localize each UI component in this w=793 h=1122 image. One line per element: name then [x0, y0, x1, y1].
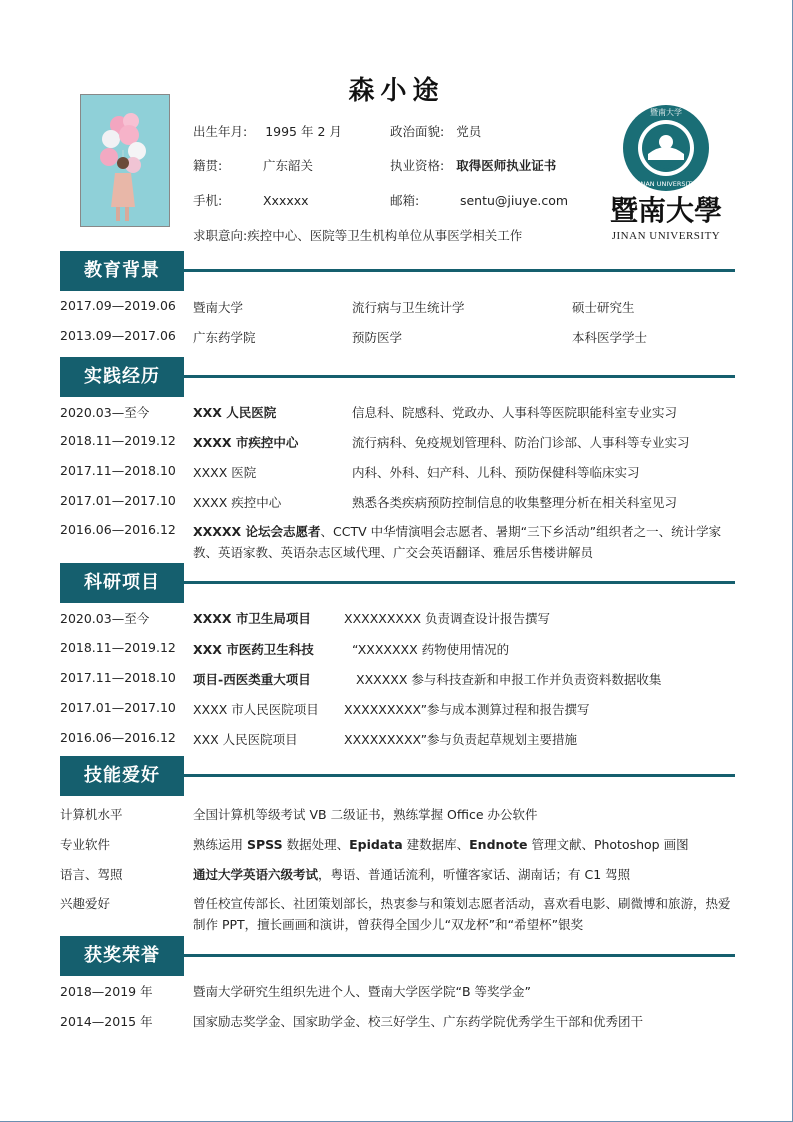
seal-top-text: 暨南大学	[650, 108, 682, 117]
education-degree: 本科医学学士	[572, 330, 648, 345]
education-major: 流行病与卫生统计学	[352, 300, 465, 315]
practice-row	[0, 522, 793, 566]
practice-date: 2018.11—2019.12	[60, 433, 176, 448]
research-date: 2018.11—2019.12	[60, 640, 176, 655]
section-title-awards: 获奖荣誉	[60, 936, 184, 976]
skill-text: ，粤语、普通话流利，听懂客家话、湖南话；有 C1 驾照	[318, 867, 631, 882]
section-skills	[60, 756, 735, 796]
practice-desc: 、CCTV 中华情演唱会志愿者、暑期“三下乡活动”组织者之一、统计学家教、英语家教、英语杂志区域代理、广交会英语翻译、雅居乐售楼讲解员	[193, 524, 722, 560]
section-rule	[184, 774, 735, 777]
research-project: XXX 市医药卫生科技	[193, 642, 314, 657]
skill-text: Endnote	[469, 837, 528, 852]
section-awards	[60, 936, 735, 976]
award-date: 2014—2015 年	[60, 1014, 153, 1029]
skill-value	[193, 835, 689, 853]
section-rule	[184, 269, 735, 272]
phone-value: Xxxxxx	[262, 193, 309, 208]
practice-desc: 内科、外科、妇产科、儿科、预防保健科等临床实习	[352, 465, 640, 480]
politics-label: 政治面貌:	[390, 124, 445, 139]
email-label: 邮箱:	[390, 193, 420, 208]
photo-illustration	[81, 95, 170, 227]
seal-year: 1906	[658, 164, 674, 171]
section-title-practice: 实践经历	[60, 357, 184, 397]
skill-label: 计算机水平	[60, 807, 123, 822]
award-desc: 国家励志奖学金、国家助学金、校三好学生、广东药学院优秀学生干部和优秀团干	[193, 1014, 644, 1029]
research-date: 2017.11—2018.10	[60, 670, 176, 685]
skill-text: Epidata	[349, 837, 403, 852]
politics-value: 党员	[456, 124, 482, 139]
practice-desc-multiline	[193, 521, 735, 563]
research-project: 项目-西医类重大项目	[193, 672, 311, 687]
section-practice	[60, 357, 735, 397]
research-desc: XXXXXX 参与科技查新和申报工作并负责资料数据收集	[356, 672, 662, 687]
skill-text: 通过大学英语六级考试	[193, 867, 319, 882]
skill-row	[0, 894, 793, 938]
phone-label: 手机:	[193, 193, 223, 208]
research-desc: XXXXXXXXX”参与负责起草规划主要措施	[344, 732, 578, 747]
skill-text: 数据处理、	[282, 837, 350, 852]
section-research	[60, 563, 735, 603]
practice-desc: 熟悉各类疾病预防控制信息的收集整理分析在相关科室见习	[352, 495, 678, 510]
qual-value: 取得医师执业证书	[456, 158, 557, 173]
practice-date: 2017.11—2018.10	[60, 463, 176, 478]
skill-text: 建数据库、	[402, 837, 470, 852]
education-school: 广东药学院	[193, 330, 256, 345]
skill-label: 专业软件	[60, 837, 111, 852]
intent-value: 疾控中心、医院等卫生机构单位从事医学相关工作	[247, 228, 523, 243]
skill-label: 兴趣爱好	[60, 896, 111, 911]
origin-value: 广东韶关	[262, 158, 313, 173]
skill-label: 语言、驾照	[60, 867, 123, 882]
practice-date: 2020.03—至今	[60, 405, 150, 420]
award-date: 2018—2019 年	[60, 984, 153, 999]
research-project: XXX 人民医院项目	[193, 732, 298, 747]
research-project: XXXX 市人民医院项目	[193, 702, 319, 717]
skill-text: SPSS	[246, 837, 283, 852]
university-logo	[606, 104, 738, 244]
education-date: 2013.09—2017.06	[60, 328, 176, 343]
practice-org: XXX 人民医院	[193, 405, 277, 420]
education-degree: 硕士研究生	[572, 300, 635, 315]
practice-org: XXXX 疾控中心	[193, 495, 282, 510]
education-major: 预防医学	[352, 330, 403, 345]
qual-label: 执业资格:	[390, 158, 445, 173]
practice-date: 2016.06—2016.12	[60, 522, 176, 537]
practice-date: 2017.01—2017.10	[60, 493, 176, 508]
section-rule	[184, 954, 735, 957]
profile-photo	[80, 94, 170, 227]
birth-label: 出生年月:	[193, 124, 248, 139]
award-desc: 暨南大学研究生组织先进个人、暨南大学医学院“B 等奖学金”	[193, 984, 532, 999]
logo-english-name: JINAN UNIVERSITY	[611, 230, 721, 242]
section-title-skills: 技能爱好	[60, 756, 184, 796]
practice-desc: 信息科、院感科、党政办、人事科等医院职能科室专业实习	[352, 405, 678, 420]
resume-name: 森小途	[348, 76, 445, 106]
skill-value: 曾任校宣传部长、社团策划部长，热衷参与和策划志愿者活动，喜欢看电影、刷微博和旅游，热爱制作 PPT，擅长画画和演讲，曾获得全国少儿“双龙杯”和“希望杯”银奖	[193, 896, 731, 932]
university-seal-icon	[606, 104, 738, 244]
skill-value: 全国计算机等级考试 VB 二级证书，熟练掌握 Office 办公软件	[193, 807, 538, 822]
research-date: 2017.01—2017.10	[60, 700, 176, 715]
email-value[interactable]: sentu@jiuye.com	[459, 193, 569, 208]
intent-label: 求职意向:	[193, 228, 248, 243]
birth-value: 1995 年 2 月	[265, 124, 342, 139]
section-rule	[184, 581, 735, 584]
practice-org: XXXXX 论坛会志愿者	[193, 524, 321, 539]
research-project: XXXX 市卫生局项目	[193, 611, 311, 626]
research-date: 2020.03—至今	[60, 611, 150, 626]
research-desc: “XXXXXXX 药物使用情况的	[352, 642, 510, 657]
logo-chinese-name: 暨南大學	[609, 194, 723, 227]
origin-label: 籍贯:	[193, 158, 223, 173]
section-rule	[184, 375, 735, 378]
practice-org: XXXX 市疾控中心	[193, 435, 299, 450]
skill-text: 管理文献、Photoshop 画图	[527, 837, 689, 852]
seal-ring-text: JINAN UNIVERSITY	[636, 180, 696, 188]
education-school: 暨南大学	[193, 300, 244, 315]
section-title-research: 科研项目	[60, 563, 184, 603]
research-desc: XXXXXXXXX 负责调查设计报告撰写	[344, 611, 551, 626]
section-education	[60, 251, 735, 291]
education-date: 2017.09—2019.06	[60, 298, 176, 313]
practice-org: XXXX 医院	[193, 465, 257, 480]
section-title-education: 教育背景	[60, 251, 184, 291]
research-desc: XXXXXXXXX”参与成本测算过程和报告撰写	[344, 702, 590, 717]
research-date: 2016.06—2016.12	[60, 730, 176, 745]
practice-desc: 流行病科、免疫规划管理科、防治门诊部、人事科等专业实习	[352, 435, 690, 450]
skill-value	[193, 865, 630, 883]
skill-text: 熟练运用	[193, 837, 247, 852]
